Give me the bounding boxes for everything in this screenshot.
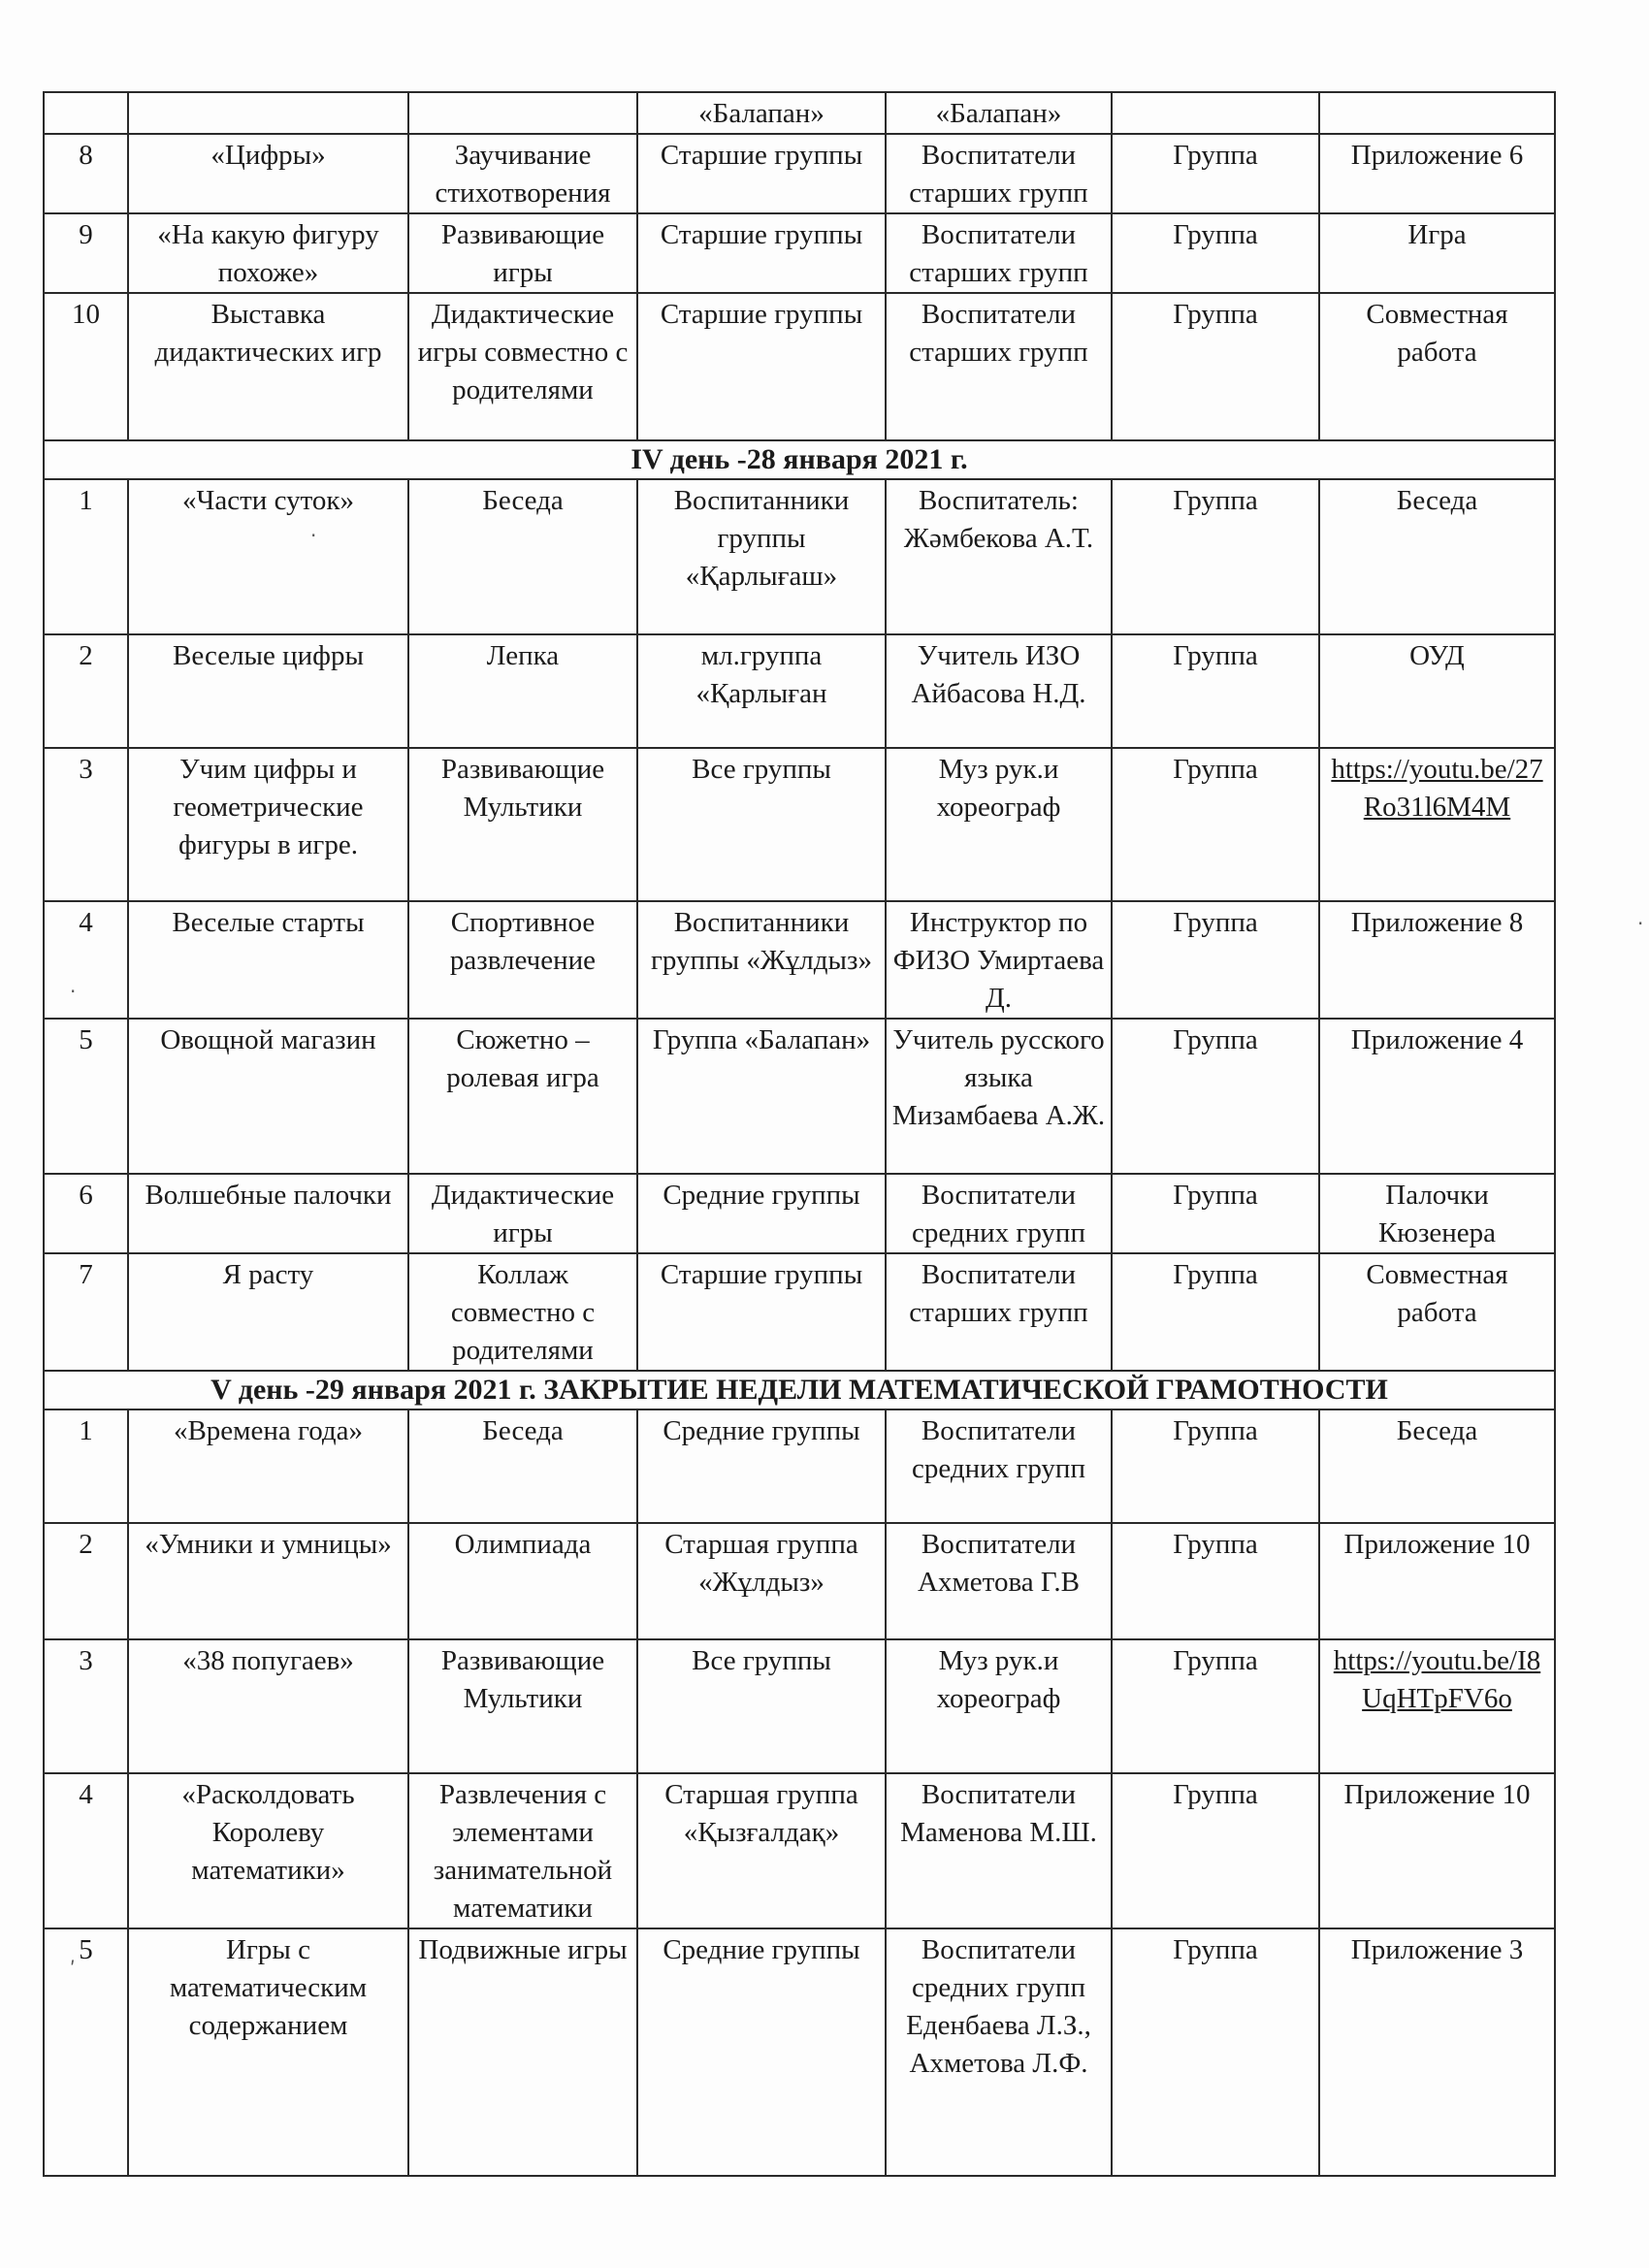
cell-responsible: Учитель ИЗО Айбасова Н.Д. — [886, 634, 1112, 748]
cell-note: Приложение 8 — [1319, 901, 1555, 1019]
cell-participants: Старшие группы — [637, 213, 886, 293]
cell-place: Группа — [1112, 1409, 1319, 1523]
cell-form: Беседа — [408, 479, 637, 634]
cell-form: Беседа — [408, 1409, 637, 1523]
table-row — [44, 1174, 1555, 1253]
cell-note: Приложение 6 — [1319, 134, 1555, 213]
cell-responsible: Воспитатели средних групп Еденбаева Л.З., Ахметова Л.Ф. — [886, 1928, 1112, 2176]
table-row — [44, 293, 1555, 440]
cell-num: 2 — [44, 634, 128, 748]
cell-note: Палочки Кюзенера — [1319, 1174, 1555, 1253]
schedule-body — [44, 92, 1555, 2176]
cell-note: Игра — [1319, 213, 1555, 293]
scan-speck: ʹ — [70, 1958, 76, 1981]
day5-header — [44, 1371, 1555, 1409]
schedule-table — [43, 91, 1556, 2177]
cell-num: 9 — [44, 213, 128, 293]
table-row — [44, 1409, 1555, 1523]
cell-place — [1112, 92, 1319, 134]
cell-note: Совместная работа — [1319, 1253, 1555, 1371]
cell-note: Приложение 3 — [1319, 1928, 1555, 2176]
cell-participants: Воспитанники группы «Қарлығаш» — [637, 479, 886, 634]
cell-num: 5 — [44, 1019, 128, 1174]
cell-note: Совместная работа — [1319, 293, 1555, 440]
day-title: V день -29 января 2021 г. ЗАКРЫТИЕ НЕДЕЛИ МАТЕМАТИЧЕСКОЙ ГРАМОТНОСТИ — [44, 1371, 1555, 1409]
cell-place: Группа — [1112, 901, 1319, 1019]
cell-event: «Времена года» — [128, 1409, 408, 1523]
cell-form: Олимпиада — [408, 1523, 637, 1639]
cell-responsible: Муз рук.и хореограф — [886, 1639, 1112, 1773]
cell-place: Группа — [1112, 1253, 1319, 1371]
cell-participants: Все группы — [637, 748, 886, 901]
cell-note: Беседа — [1319, 479, 1555, 634]
table-row — [44, 1928, 1555, 2176]
cell-responsible: Воспитатель: Жәмбекова А.Т. — [886, 479, 1112, 634]
table-row — [44, 901, 1555, 1019]
cell-event — [128, 92, 408, 134]
cell-num: 5 — [44, 1928, 128, 2176]
cell-place: Группа — [1112, 213, 1319, 293]
cell-place: Группа — [1112, 1523, 1319, 1639]
cell-note — [1319, 92, 1555, 134]
cell-place: Группа — [1112, 134, 1319, 213]
cell-note[interactable] — [1319, 748, 1555, 901]
cell-form: Сюжетно – ролевая игра — [408, 1019, 637, 1174]
cell-event: «Части суток» — [128, 479, 408, 634]
cell-event: «Цифры» — [128, 134, 408, 213]
cell-responsible: Инструктор по ФИЗО Умиртаева Д. — [886, 901, 1112, 1019]
table-row — [44, 1639, 1555, 1773]
cell-participants: Старшая группа «Қызғалдақ» — [637, 1773, 886, 1928]
cell-form — [408, 92, 637, 134]
day-title: IV день -28 января 2021 г. — [44, 440, 1555, 479]
cell-event: Я расту — [128, 1253, 408, 1371]
cell-num: 10 — [44, 293, 128, 440]
cell-place: Группа — [1112, 1773, 1319, 1928]
cell-event: «38 попугаев» — [128, 1639, 408, 1773]
table-row — [44, 1773, 1555, 1928]
cell-note: Приложение 10 — [1319, 1773, 1555, 1928]
day4-header — [44, 440, 1555, 479]
cell-event: Волшебные палочки — [128, 1174, 408, 1253]
cell-form: Развивающие Мультики — [408, 748, 637, 901]
table-row — [44, 92, 1555, 134]
cell-place: Группа — [1112, 1639, 1319, 1773]
cell-responsible: Воспитатели старших групп — [886, 1253, 1112, 1371]
cell-num: 8 — [44, 134, 128, 213]
cell-responsible: Воспитатели средних групп — [886, 1409, 1112, 1523]
cell-participants: Средние группы — [637, 1928, 886, 2176]
table-row — [44, 134, 1555, 213]
cell-responsible: Воспитатели старших групп — [886, 293, 1112, 440]
cell-event: «Умники и умницы» — [128, 1523, 408, 1639]
table-row — [44, 213, 1555, 293]
cell-responsible: Воспитатели Маменова М.Ш. — [886, 1773, 1112, 1928]
cell-place: Группа — [1112, 1174, 1319, 1253]
cell-form: Развивающие игры — [408, 213, 637, 293]
cell-num: 3 — [44, 748, 128, 901]
cell-form: Дидактические игры — [408, 1174, 637, 1253]
cell-form: Лепка — [408, 634, 637, 748]
cell-form: Развлечения с элементами занимательной математики — [408, 1773, 637, 1928]
cell-note: ОУД — [1319, 634, 1555, 748]
cell-num: 4 — [44, 1773, 128, 1928]
cell-event: «На какую фигуру похоже» — [128, 213, 408, 293]
cell-responsible: Воспитатели старших групп — [886, 134, 1112, 213]
cell-form: Коллаж совместно с родителями — [408, 1253, 637, 1371]
cell-form: Спортивное развлечение — [408, 901, 637, 1019]
cell-place: Группа — [1112, 479, 1319, 634]
table-row — [44, 1253, 1555, 1371]
cell-responsible: Воспитатели Ахметова Г.В — [886, 1523, 1112, 1639]
table-row — [44, 1019, 1555, 1174]
video-link[interactable]: https://youtu.be/I8UqHTpFV6o — [1333, 1645, 1541, 1714]
cell-note: Беседа — [1319, 1409, 1555, 1523]
cell-participants: Группа «Балапан» — [637, 1019, 886, 1174]
cell-form: Дидактические игры совместно с родителями — [408, 293, 637, 440]
cell-participants: Воспитанники группы «Жұлдыз» — [637, 901, 886, 1019]
cell-num: 7 — [44, 1253, 128, 1371]
cell-event: Овощной магазин — [128, 1019, 408, 1174]
cell-form: Развивающие Мультики — [408, 1639, 637, 1773]
cell-participants: Все группы — [637, 1639, 886, 1773]
cell-place: Группа — [1112, 1019, 1319, 1174]
cell-note: Приложение 10 — [1319, 1523, 1555, 1639]
cell-responsible: «Балапан» — [886, 92, 1112, 134]
table-row — [44, 479, 1555, 634]
cell-note[interactable] — [1319, 1639, 1555, 1773]
table-row — [44, 1523, 1555, 1639]
cell-num: 1 — [44, 479, 128, 634]
cell-num: 4 — [44, 901, 128, 1019]
cell-participants: «Балапан» — [637, 92, 886, 134]
cell-event: «Расколдовать Королеву математики» — [128, 1773, 408, 1928]
cell-event: Учим цифры и геометрические фигуры в игре. — [128, 748, 408, 901]
cell-responsible: Воспитатели старших групп — [886, 213, 1112, 293]
cell-participants: Средние группы — [637, 1409, 886, 1523]
table-row — [44, 748, 1555, 901]
table-row — [44, 634, 1555, 748]
cell-participants: Старшие группы — [637, 293, 886, 440]
cell-place: Группа — [1112, 293, 1319, 440]
cell-num: 3 — [44, 1639, 128, 1773]
cell-form: Заучивание стихотворения — [408, 134, 637, 213]
cell-note: Приложение 4 — [1319, 1019, 1555, 1174]
cell-responsible: Муз рук.и хореограф — [886, 748, 1112, 901]
cell-num — [44, 92, 128, 134]
cell-participants: Старшие группы — [637, 134, 886, 213]
scan-speck: · — [1637, 912, 1644, 935]
scan-speck: · — [310, 524, 317, 547]
cell-place: Группа — [1112, 748, 1319, 901]
cell-participants: мл.группа «Қарлыған — [637, 634, 886, 748]
cell-participants: Старшая группа «Жұлдыз» — [637, 1523, 886, 1639]
scan-speck: · — [70, 980, 77, 1003]
cell-place: Группа — [1112, 634, 1319, 748]
cell-responsible: Учитель русского языка Мизамбаева А.Ж. — [886, 1019, 1112, 1174]
cell-event: Игры с математическим содержанием — [128, 1928, 408, 2176]
cell-num: 2 — [44, 1523, 128, 1639]
cell-num: 1 — [44, 1409, 128, 1523]
cell-event: Веселые старты — [128, 901, 408, 1019]
cell-event: Веселые цифры — [128, 634, 408, 748]
cell-num: 6 — [44, 1174, 128, 1253]
cell-event: Выставка дидактических игр — [128, 293, 408, 440]
cell-participants: Старшие группы — [637, 1253, 886, 1371]
cell-participants: Средние группы — [637, 1174, 886, 1253]
video-link[interactable]: https://youtu.be/27Ro31l6M4M — [1331, 754, 1543, 823]
cell-form: Подвижные игры — [408, 1928, 637, 2176]
cell-responsible: Воспитатели средних групп — [886, 1174, 1112, 1253]
cell-place: Группа — [1112, 1928, 1319, 2176]
